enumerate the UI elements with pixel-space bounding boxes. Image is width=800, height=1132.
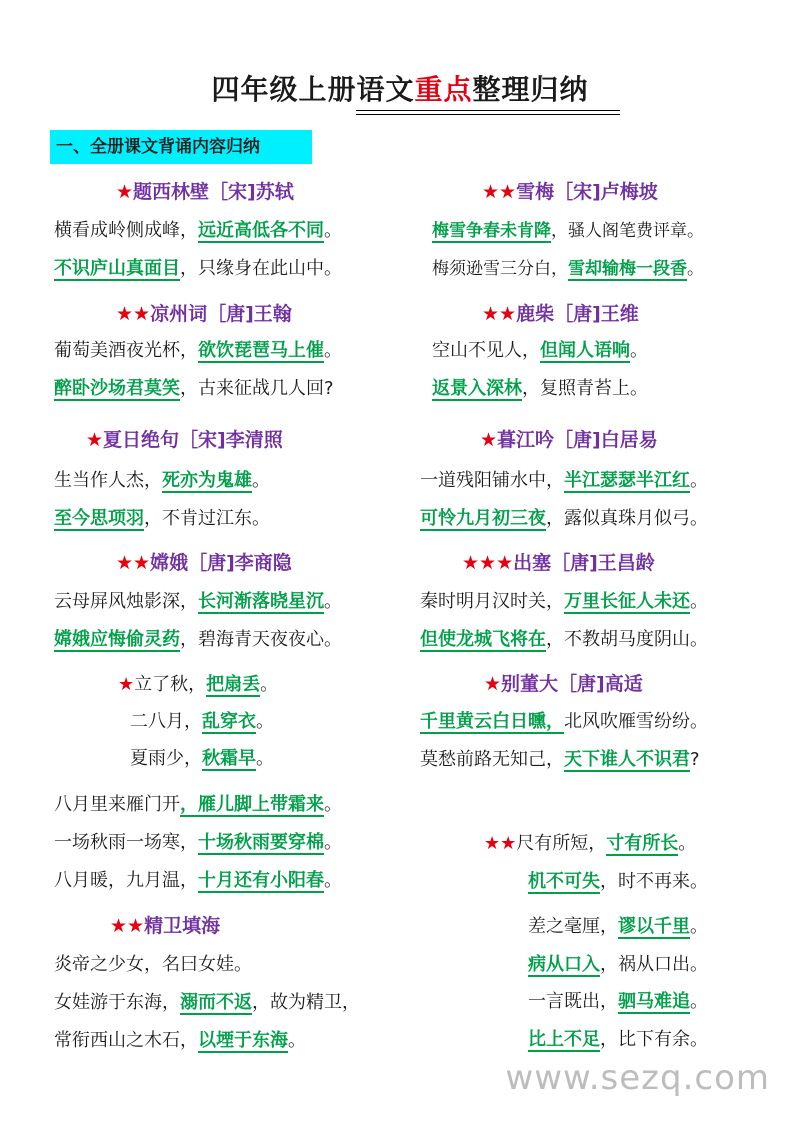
idiom-jibuke: 机不可失，时不再来。	[528, 871, 708, 892]
key-phrase: 嫦娥应悔偷灵药	[54, 629, 180, 650]
poem-line: 秦时明月汉时关，万里长征人未还。	[420, 591, 708, 612]
key-phrase: 雪却输梅一段香	[568, 259, 687, 279]
star-icon: ★	[86, 429, 104, 451]
poem-change-heading	[116, 545, 292, 581]
poem-title: 别董大［唐]高适	[501, 673, 643, 695]
poem-line: 空山不见人，但闻人语响。	[432, 340, 648, 361]
idiom-bishang: 比上不足，比下有余。	[528, 1029, 708, 1050]
poem-line: 莫愁前路无知己，天下谁人不识君?	[420, 749, 700, 770]
proverb-liqiu: ★立了秋，把扇丢。	[118, 674, 279, 695]
star-icon: ★★	[482, 303, 517, 325]
poem-mujiangyin-heading	[480, 422, 658, 458]
key-phrase: 秋霜早	[202, 748, 256, 769]
key-phrase: 十场秋雨要穿棉	[198, 832, 324, 853]
poem-line: 横看成岭侧成峰，远近高低各不同。	[54, 220, 342, 241]
key-phrase: 死亦为鬼雄	[162, 470, 252, 491]
poem-biedongda	[420, 703, 708, 779]
poem-title: 出塞［唐]王昌龄	[513, 552, 655, 574]
key-phrase: 溺而不返	[180, 992, 252, 1013]
key-phrase: 但使龙城飞将在	[420, 629, 546, 650]
poem-line: 但使龙城飞将在，不教胡马度阴山。	[420, 629, 708, 650]
poem-line: 云母屏风烛影深，长河渐落晓星沉。	[54, 591, 342, 612]
poem-tixilinbi-heading	[116, 174, 294, 210]
title-underline-top	[356, 110, 620, 111]
poem-xuemei	[432, 212, 704, 288]
poem-line: 千里黄云白日曛，北风吹雁雪纷纷。	[420, 711, 708, 732]
key-phrase: 返景入深林	[432, 378, 522, 399]
proverb-line: 八月暖，九月温，十月还有小阳春。	[54, 870, 342, 891]
key-phrase: 驷马难追	[618, 991, 690, 1012]
key-phrase: ，雁儿脚上带霜来	[180, 794, 324, 815]
key-phrase: 至今思项羽	[54, 508, 144, 529]
poem-biedongda-heading	[484, 666, 643, 702]
poem-title: 凉州词［唐]王翰	[150, 303, 292, 325]
key-phrase: 可怜九月初三夜	[420, 508, 546, 529]
star-icon: ★	[116, 181, 134, 203]
text-title: 精卫填海	[144, 915, 221, 937]
key-phrase: 机不可失	[528, 871, 600, 892]
key-phrase: 谬以千里	[618, 916, 690, 937]
poem-line: 一道残阳铺水中，半江瑟瑟半江红。	[420, 470, 708, 491]
key-phrase: 醉卧沙场君莫笑	[54, 378, 180, 399]
star-icon: ★	[480, 429, 498, 451]
poem-luchai	[432, 332, 648, 408]
key-phrase: 比上不足	[528, 1029, 600, 1050]
idiom-yiyan: 一言既出，驷马难追。	[528, 991, 708, 1012]
star-icon: ★★	[116, 303, 151, 325]
proverb-line: 一场秋雨一场寒，十场秋雨要穿棉。	[54, 832, 342, 853]
poem-title: 鹿柴［唐]王维	[516, 303, 639, 325]
proverb-bayue: 二八月，乱穿衣。	[130, 711, 274, 732]
poem-line: 嫦娥应悔偷灵药，碧海青天夜夜心。	[54, 629, 342, 650]
poem-line: 返景入深林，复照青苔上。	[432, 378, 648, 399]
poem-mujiangyin	[420, 462, 708, 538]
key-phrase: 半江瑟瑟半江红	[564, 470, 690, 491]
key-phrase: 千里黄云白日曛，	[420, 711, 564, 732]
poem-xuemei-heading	[482, 174, 658, 210]
idiom-chiyou: ★★尺有所短，寸有所长。	[484, 833, 697, 854]
poem-line: 醉卧沙场君莫笑，古来征战几人回?	[54, 378, 334, 399]
title-text-post: 整理归纳	[472, 73, 589, 106]
poem-xiarijueju-heading	[86, 422, 283, 458]
poem-chusai-heading	[462, 545, 655, 581]
poem-line: 生当作人杰，死亦为鬼雄。	[54, 470, 270, 491]
poem-tixilinbi	[54, 212, 342, 288]
jingwei-heading	[110, 908, 220, 944]
key-phrase: 把扇丢	[206, 674, 261, 695]
star-icon: ★★	[110, 915, 145, 937]
proverbs-autumn	[54, 786, 342, 900]
text-line: 女娃游于东海，溺而不返，故为精卫，	[54, 992, 360, 1013]
key-phrase: 寸有所长	[606, 833, 679, 854]
poem-title: 题西林壁［宋]苏轼	[133, 181, 294, 203]
key-phrase: 梅雪争春未肯降	[432, 221, 551, 241]
star-icon: ★	[118, 674, 135, 695]
key-phrase: 病从口入	[528, 954, 600, 975]
poem-line: 至今思项羽，不肯过江东。	[54, 508, 270, 529]
poem-line: 梅须逊雪三分白，雪却输梅一段香。	[432, 259, 704, 279]
key-phrase: 以堙于东海	[198, 1030, 288, 1051]
key-phrase: 乱穿衣	[202, 711, 256, 732]
star-icon: ★★★	[462, 552, 514, 574]
star-icon: ★★	[116, 552, 151, 574]
poem-chusai	[420, 583, 708, 659]
key-phrase: 天下谁人不识君	[564, 749, 690, 770]
poem-xiarijueju	[54, 462, 270, 538]
poem-line: 梅雪争春未肯降，骚人阁笔费评章。	[432, 221, 704, 241]
title-underline-bottom	[356, 114, 620, 115]
poem-title: 暮江吟［唐]白居易	[497, 429, 658, 451]
page-title	[0, 68, 800, 108]
watermark: www.sezq.com	[505, 1058, 770, 1098]
poem-line: 不识庐山真面目，只缘身在此山中。	[54, 258, 342, 279]
star-icon: ★	[484, 673, 502, 695]
key-phrase: 不识庐山真面目	[54, 258, 180, 279]
proverb-line: 八月里来雁门开，雁儿脚上带霜来。	[54, 794, 342, 815]
text-line: 常衔西山之木石，以堙于东海。	[54, 1030, 306, 1051]
poem-liangzhouci-heading	[116, 296, 292, 332]
key-phrase: 但闻人语响	[540, 340, 630, 361]
proverb-xiayu: 夏雨少，秋霜早。	[130, 748, 274, 769]
star-icon: ★★	[482, 181, 517, 203]
title-text-pre: 四年级上册语文	[211, 73, 415, 106]
star-icon: ★★	[484, 833, 517, 854]
poem-title: 夏日绝句［宋]李清照	[103, 429, 283, 451]
idiom-chazhi: 差之毫厘，谬以千里。	[528, 916, 708, 937]
poem-line: 葡萄美酒夜光杯，欲饮琵琶马上催。	[54, 340, 342, 361]
poem-liangzhouci	[54, 332, 342, 408]
key-phrase: 十月还有小阳春	[198, 870, 324, 891]
poem-title: 嫦娥［唐]李商隐	[150, 552, 292, 574]
poem-line: 可怜九月初三夜，露似真珠月似弓。	[420, 508, 708, 529]
text-line: 炎帝之少女，名曰女娃。	[54, 954, 252, 975]
section-heading-1: 一、全册课文背诵内容归纳	[50, 130, 312, 164]
poem-title: 雪梅［宋]卢梅坡	[516, 181, 658, 203]
poem-change	[54, 583, 342, 659]
title-text-highlight: 重点	[414, 73, 473, 106]
jingwei-text	[54, 946, 360, 1060]
key-phrase: 长河渐落晓星沉	[198, 591, 324, 612]
idiom-bingcong: 病从口入，祸从口出。	[528, 954, 708, 975]
key-phrase: 欲饮琵琶马上催	[198, 340, 324, 361]
key-phrase: 万里长征人未还	[564, 591, 690, 612]
poem-luchai-heading	[482, 296, 639, 332]
key-phrase: 远近高低各不同	[198, 220, 324, 241]
